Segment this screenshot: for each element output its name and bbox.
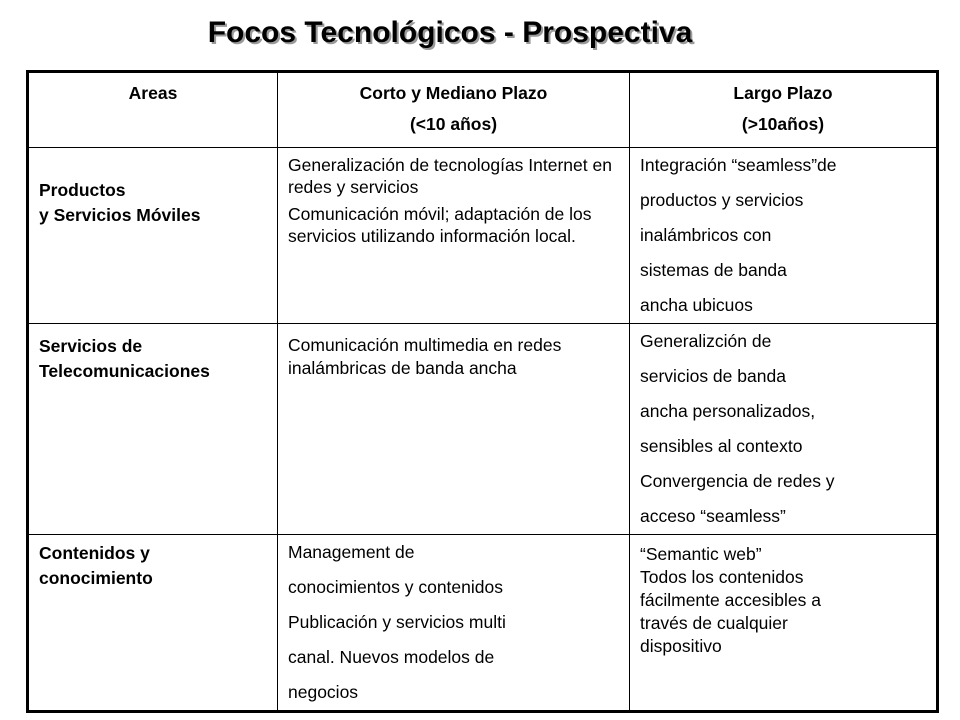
short-term-cell [278, 324, 630, 535]
header-long-term [630, 72, 938, 148]
long-term-line: Todos los contenidos [640, 567, 804, 587]
area-label: Telecomunicaciones [39, 361, 210, 381]
long-term-line: Convergencia de redes y [640, 471, 835, 491]
long-term-line: “Semantic web” [640, 544, 762, 564]
long-term-line: inalámbricos con [640, 225, 772, 245]
header-short-term [278, 72, 630, 148]
header-areas [28, 72, 278, 148]
area-label: Contenidos y [39, 543, 150, 563]
short-term-line: canal. Nuevos modelos de [288, 647, 495, 667]
long-term-line: través de cualquier [640, 613, 788, 633]
table-row [28, 324, 938, 535]
long-term-cell [630, 148, 938, 324]
short-term-cell [278, 148, 630, 324]
table-header-row [28, 72, 938, 148]
short-term-line: conocimientos y contenidos [288, 577, 503, 597]
table-row [28, 148, 938, 324]
long-term-line: sensibles al contexto [640, 436, 803, 456]
area-label: y Servicios Móviles [39, 205, 201, 225]
row-area-cell [28, 148, 278, 324]
short-term-line: negocios [288, 682, 359, 702]
page-title: Focos Tecnológicos - Prospectiva [207, 16, 693, 49]
long-term-line: sistemas de banda [640, 260, 787, 280]
area-label: Productos [39, 180, 126, 200]
header-short-term-label: Corto y Mediano Plazo [359, 83, 548, 103]
header-long-term-label: Largo Plazo [733, 83, 833, 103]
long-term-line: dispositivo [640, 636, 722, 656]
short-term-text: Generalización de tecnologías Internet en redes y servicios [288, 155, 612, 197]
long-term-line: ancha personalizados, [640, 401, 816, 421]
row-area-cell [28, 535, 278, 712]
long-term-line: acceso “seamless” [640, 506, 786, 526]
short-term-line: Management de [288, 542, 415, 562]
area-label: conocimiento [39, 568, 153, 588]
header-areas-label: Areas [128, 83, 178, 103]
prospective-table [26, 70, 939, 713]
long-term-cell [630, 324, 938, 535]
short-term-line: Publicación y servicios multi [288, 612, 506, 632]
long-term-line: Generalizción de [640, 331, 772, 351]
short-term-text: Comunicación móvil; adaptación de los servicios utilizando información local. [288, 204, 592, 246]
area-label: Servicios de [39, 336, 143, 356]
short-term-text: Comunicación multimedia en redes inalámbricas de banda ancha [288, 335, 562, 378]
long-term-line: ancha ubicuos [640, 295, 753, 315]
long-term-line: productos y servicios [640, 190, 804, 210]
header-long-term-range: (>10años) [741, 114, 825, 134]
short-term-cell [278, 535, 630, 712]
long-term-line: servicios de banda [640, 366, 786, 386]
long-term-cell [630, 535, 938, 712]
long-term-line: Integración “seamless”de [640, 155, 837, 175]
header-short-term-range: (<10 años) [409, 114, 498, 134]
row-area-cell [28, 324, 278, 535]
long-term-line: fácilmente accesibles a [640, 590, 821, 610]
table-row [28, 535, 938, 712]
